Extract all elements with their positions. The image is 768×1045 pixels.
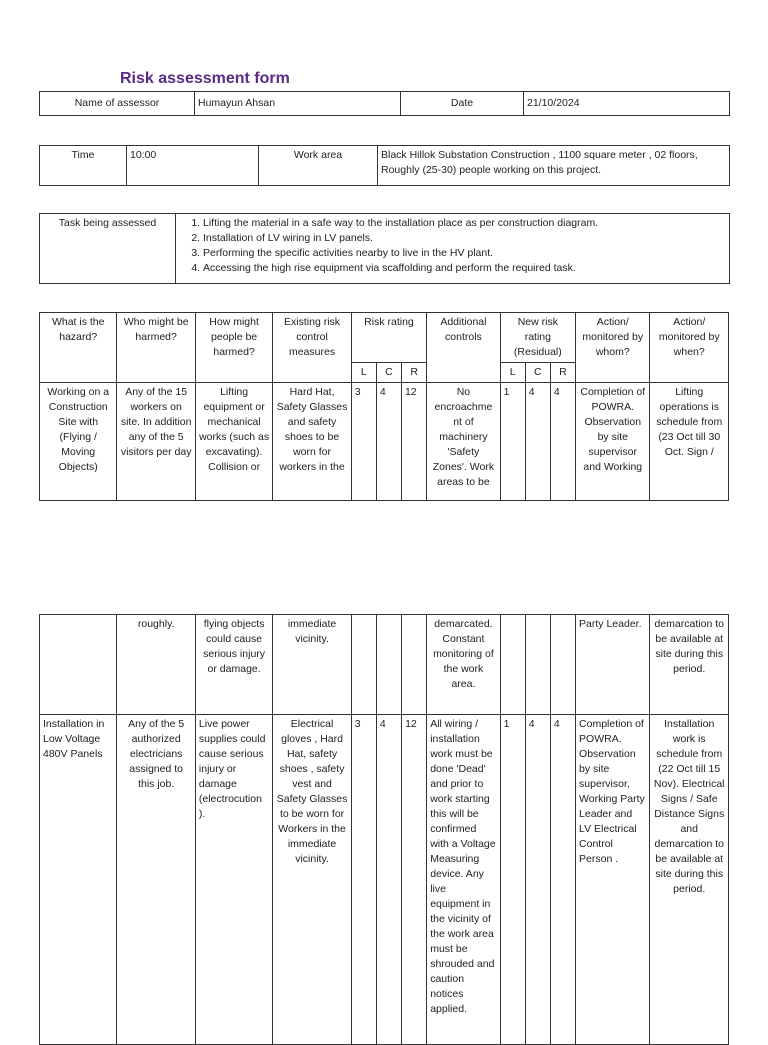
c-cell: [376, 615, 401, 715]
task-list: [179, 216, 726, 276]
assessor-table: [39, 91, 730, 116]
form-title: Risk assessment form: [120, 70, 290, 87]
when-cell: Installation work is schedule from (22 Oct till 15 Nov). Electrical Signs / Safe Distance Signs and demarcation to be available at site during this period.: [650, 715, 729, 1045]
header-action-when: Action/ monitored by when?: [650, 313, 729, 383]
existing-cell: Hard Hat, Safety Glasses and safety shoes to be worn for workers in the: [273, 383, 351, 501]
c-cell: 4: [376, 715, 401, 1045]
how-cell: Lifting equipment or mechanical works (such as excavating). Collision or: [195, 383, 272, 501]
new-r-cell: 4: [550, 715, 575, 1045]
new-l-cell: 1: [500, 715, 525, 1045]
table-row: [40, 715, 729, 1045]
header-new-l: L: [500, 363, 525, 383]
assessor-label: Name of assessor: [40, 92, 195, 116]
risk-table-continued: [39, 614, 729, 1045]
header-how: How might people be harmed?: [195, 313, 272, 383]
header-new-c: C: [525, 363, 550, 383]
existing-cell: immediate vicinity.: [273, 615, 351, 715]
task-list-cell: [176, 214, 730, 284]
table-row: [40, 383, 729, 501]
new-c-cell: 4: [525, 383, 550, 501]
header-new-r: R: [550, 363, 575, 383]
existing-cell: Electrical gloves , Hard Hat, safety shoes , safety vest and Safety Glasses to be worn for Workers in the immediate vicinity.: [273, 715, 351, 1045]
header-l: L: [351, 363, 376, 383]
additional-cell: All wiring / installation work must be done 'Dead' and prior to work starting this will be confirmed with a Voltage Measuring device. Any live equipment in the vicinity of the work area must be shrouded and caution notices applied.: [427, 715, 500, 1045]
who-cell: Any of the 5 authorized electricians assigned to this job.: [117, 715, 195, 1045]
who-cell: Any of the 15 workers on site. In addition any of the 5 visitors per day: [117, 383, 195, 501]
header-action-whom: Action/ monitored by whom?: [576, 313, 650, 383]
date-value: 21/10/2024: [524, 92, 730, 116]
who-cell: roughly.: [117, 615, 195, 715]
new-l-cell: 1: [500, 383, 525, 501]
r-cell: [402, 615, 427, 715]
task-item: 2. Installation of LV wiring in LV panels.: [203, 231, 726, 246]
how-cell: Live power supplies could cause serious injury or damage (electrocution ).: [195, 715, 272, 1045]
hazard-cell: [40, 615, 117, 715]
header-r: R: [402, 363, 427, 383]
header-c: C: [376, 363, 401, 383]
info-table: [39, 145, 730, 186]
risk-table: [39, 312, 729, 501]
l-cell: 3: [351, 383, 376, 501]
l-cell: [351, 615, 376, 715]
time-label: Time: [40, 146, 127, 186]
date-label: Date: [401, 92, 524, 116]
additional-cell: demarcated. Constant monitoring of the work area.: [427, 615, 500, 715]
task-item: 4. Accessing the high rise equipment via scaffolding and perform the required task.: [203, 261, 726, 276]
work-area-label: Work area: [259, 146, 378, 186]
new-r-cell: [550, 615, 575, 715]
additional-cell: No encroachme nt of machinery 'Safety Zones'. Work areas to be: [427, 383, 500, 501]
how-cell: flying objects could cause serious injury or damage.: [195, 615, 272, 715]
when-cell: Lifting operations is schedule from (23 Oct till 30 Oct. Sign /: [650, 383, 729, 501]
header-hazard: What is the hazard?: [40, 313, 117, 383]
whom-cell: Completion of POWRA. Observation by site supervisor and Working: [576, 383, 650, 501]
header-existing: Existing risk control measures: [273, 313, 351, 383]
hazard-cell: Installation in Low Voltage 480V Panels: [40, 715, 117, 1045]
task-label: Task being assessed: [40, 214, 176, 284]
task-table: [39, 213, 730, 284]
table-row: [40, 615, 729, 715]
task-item: 1. Lifting the material in a safe way to the installation place as per construction diagram.: [203, 216, 726, 231]
header-who: Who might be harmed?: [117, 313, 195, 383]
work-area-value: Black Hillok Substation Construction , 1100 square meter , 02 floors, Roughly (25-30) people working on this project.: [378, 146, 730, 186]
whom-cell: Completion of POWRA. Observation by site supervisor, Working Party Leader and LV Electrical Control Person .: [576, 715, 650, 1045]
header-additional: Additional controls: [427, 313, 500, 383]
c-cell: 4: [376, 383, 401, 501]
l-cell: 3: [351, 715, 376, 1045]
task-item: 3. Performing the specific activities nearby to live in the HV plant.: [203, 246, 726, 261]
header-risk-rating: Risk rating: [351, 313, 426, 363]
header-new-risk: New risk rating (Residual): [500, 313, 575, 363]
time-value: 10:00: [127, 146, 259, 186]
when-cell: demarcation to be available at site during this period.: [650, 615, 729, 715]
assessor-value: Humayun Ahsan: [195, 92, 401, 116]
whom-cell: Party Leader.: [576, 615, 650, 715]
new-c-cell: [525, 615, 550, 715]
new-c-cell: 4: [525, 715, 550, 1045]
r-cell: 12: [402, 383, 427, 501]
new-r-cell: 4: [550, 383, 575, 501]
r-cell: 12: [402, 715, 427, 1045]
hazard-cell: Working on a Construction Site with (Flying / Moving Objects): [40, 383, 117, 501]
new-l-cell: [500, 615, 525, 715]
